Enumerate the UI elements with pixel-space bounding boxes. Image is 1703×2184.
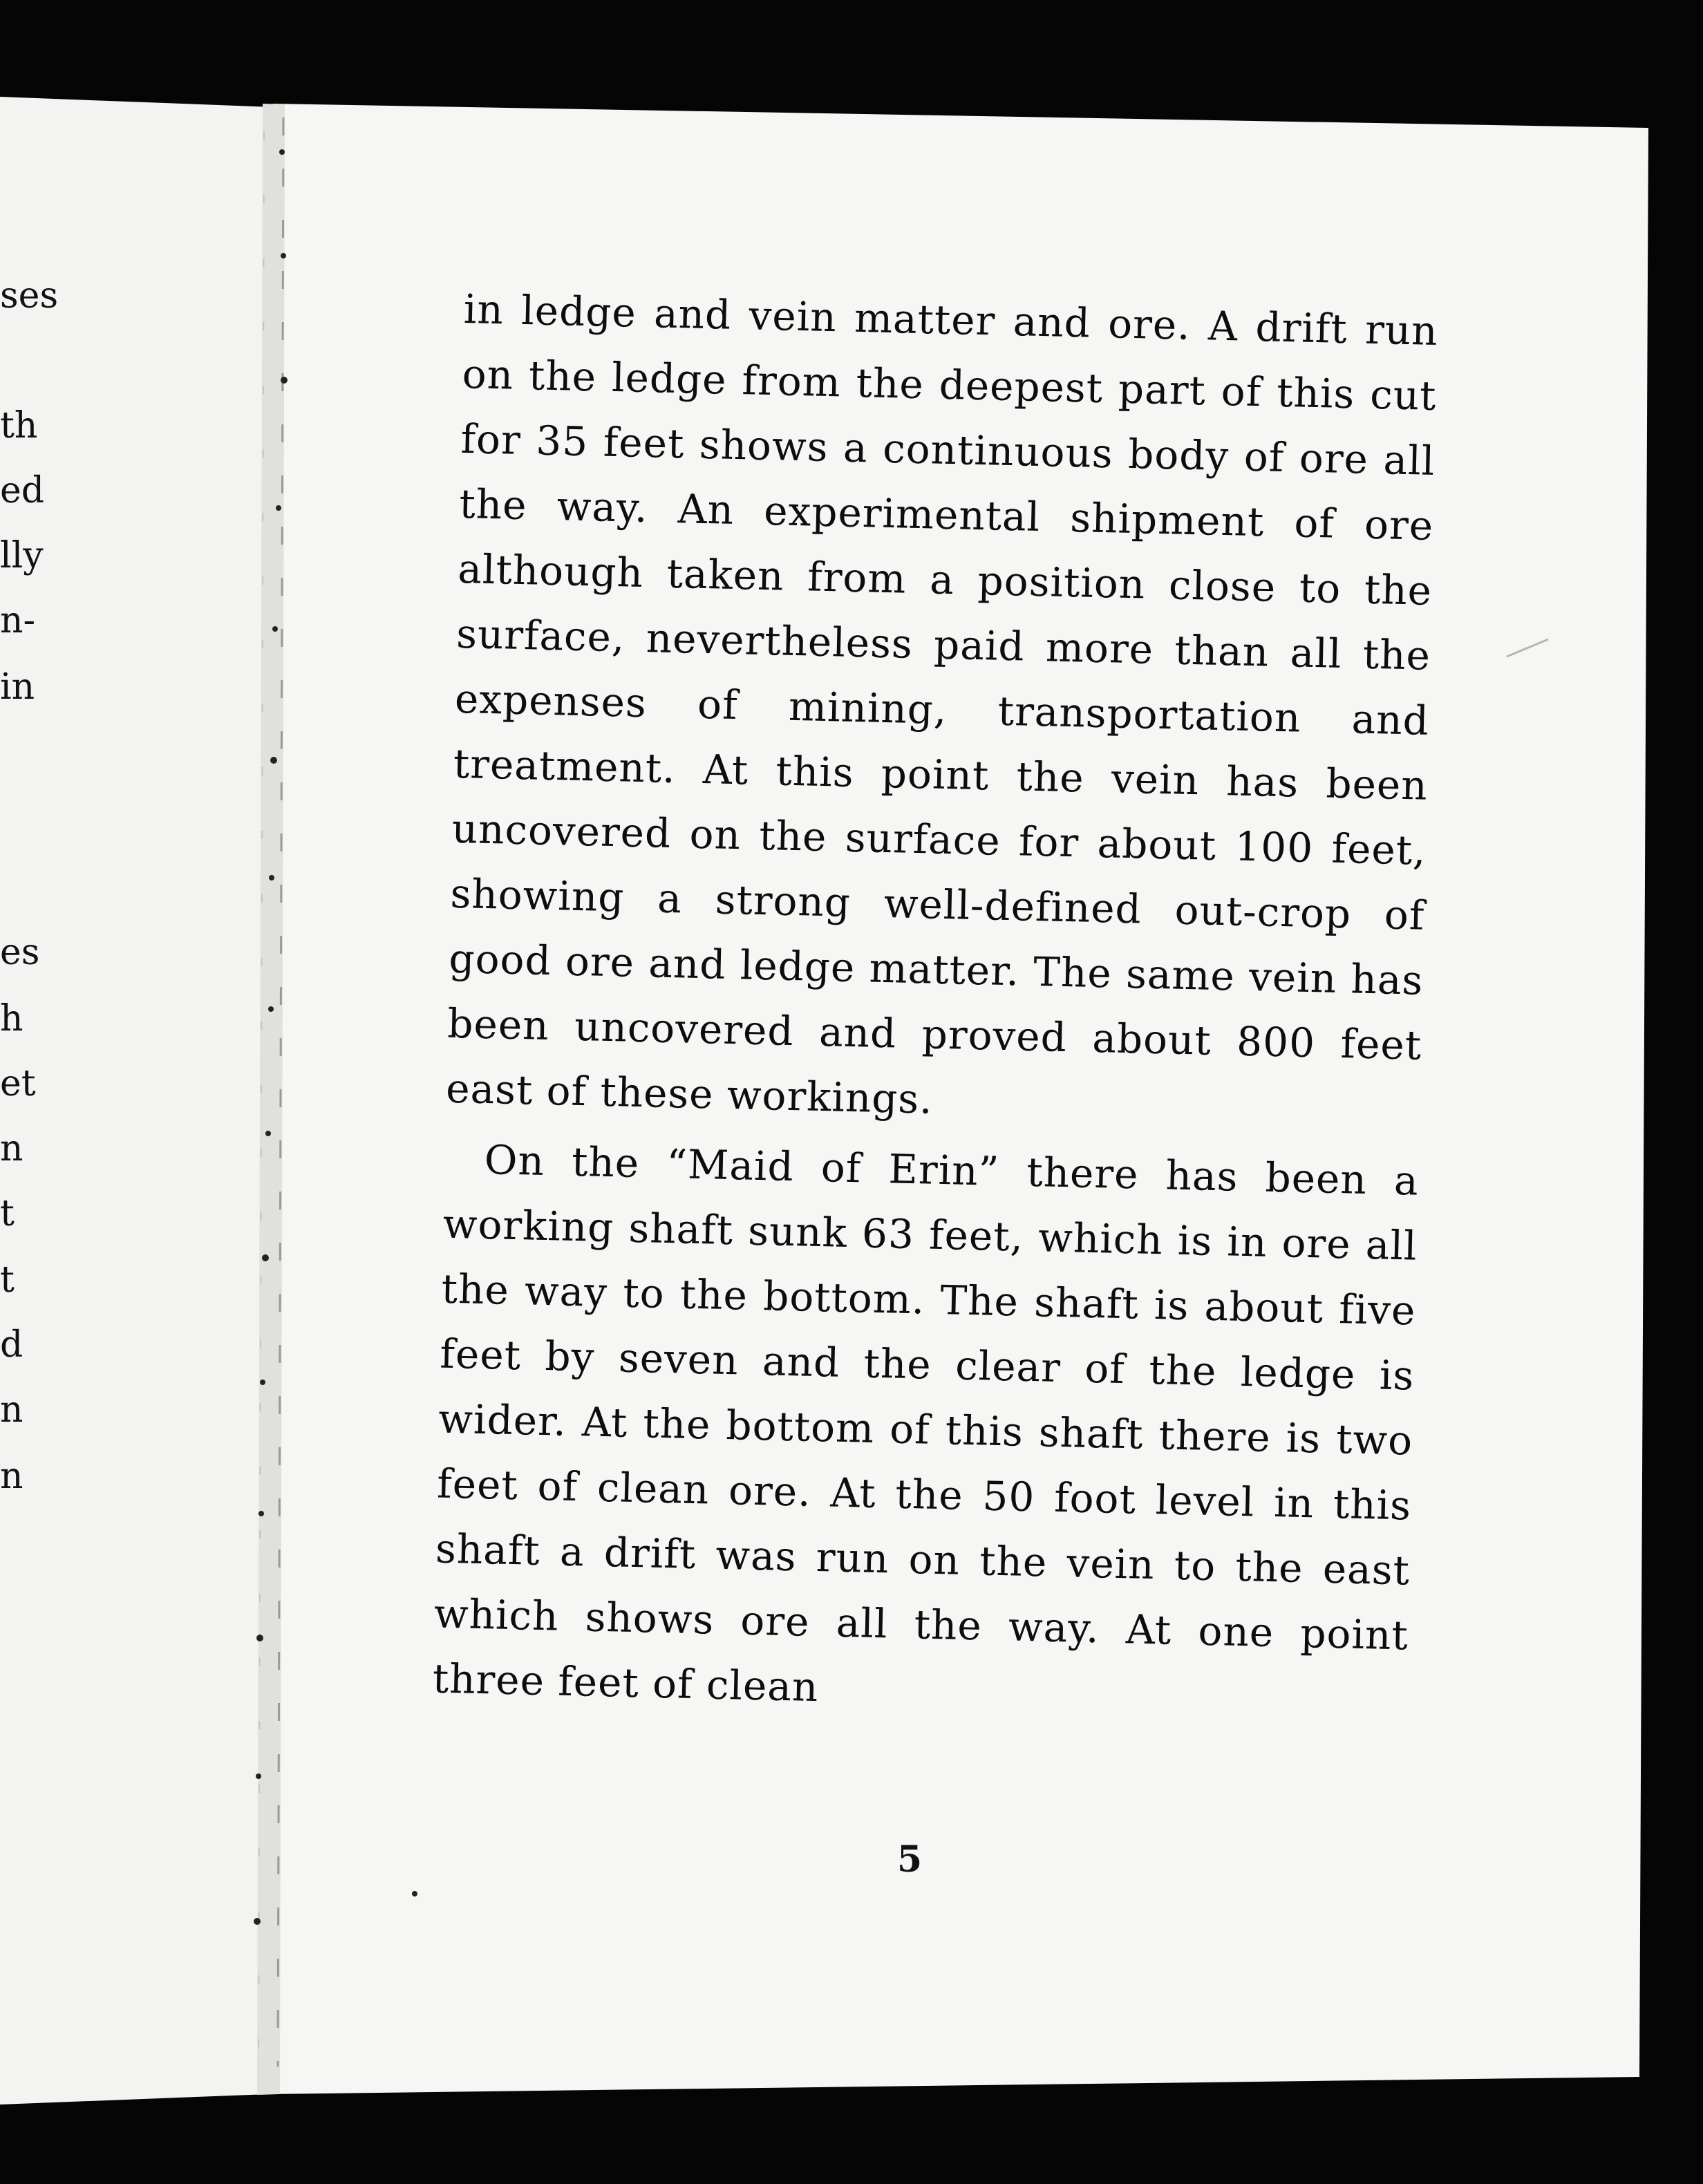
left-fragment: d xyxy=(0,1324,23,1366)
left-fragment: n xyxy=(0,1389,23,1431)
left-fragment: in xyxy=(0,666,35,708)
left-page-paper xyxy=(0,97,273,2105)
body-paragraph: On the “Maid of Erin” there has been a working shaft sunk 63 feet, which is in ore all the way to the bottom. The shaft is about five feet by seven and the clear of the ledge is wider. At the bottom of this shaft there is two feet of clean ore. At the 50 foot level in this shaft a drift was run on the vein to the east which shows ore all the way. At one point three feet of clean xyxy=(432,1136,1420,1711)
left-fragment: n xyxy=(0,1128,23,1169)
left-fragment: ses xyxy=(0,275,59,317)
left-fragment: ed xyxy=(0,470,45,511)
left-fragment: h xyxy=(0,998,23,1039)
left-fragment: t xyxy=(0,1259,15,1301)
left-fragment: n- xyxy=(0,600,36,641)
left-fragment: t xyxy=(0,1193,15,1234)
left-fragment: et xyxy=(0,1063,36,1104)
page-number: 5 xyxy=(897,1838,923,1881)
body-paragraph: in ledge and vein matter and ore. A drift run on the ledge from the deepest part of this cut for 35 feet shows a continuous body of ore all the way. An experimental shipment of ore although taken from a position close to the surface, nevertheless paid more than all the expenses of mining, transportation and treatment. At this point the vein has been uncovered on the surface for about 100 feet, showing a strong well-defined out-crop of good ore and ledge matter. The same vein has been uncovered and proved about 800 feet east of these workings. xyxy=(445,285,1439,1123)
left-fragment: th xyxy=(0,405,38,446)
left-fragment: lly xyxy=(0,535,44,576)
page-body xyxy=(428,276,1438,1901)
left-fragment: n xyxy=(0,1456,23,1497)
left-fragment: es xyxy=(0,932,40,973)
